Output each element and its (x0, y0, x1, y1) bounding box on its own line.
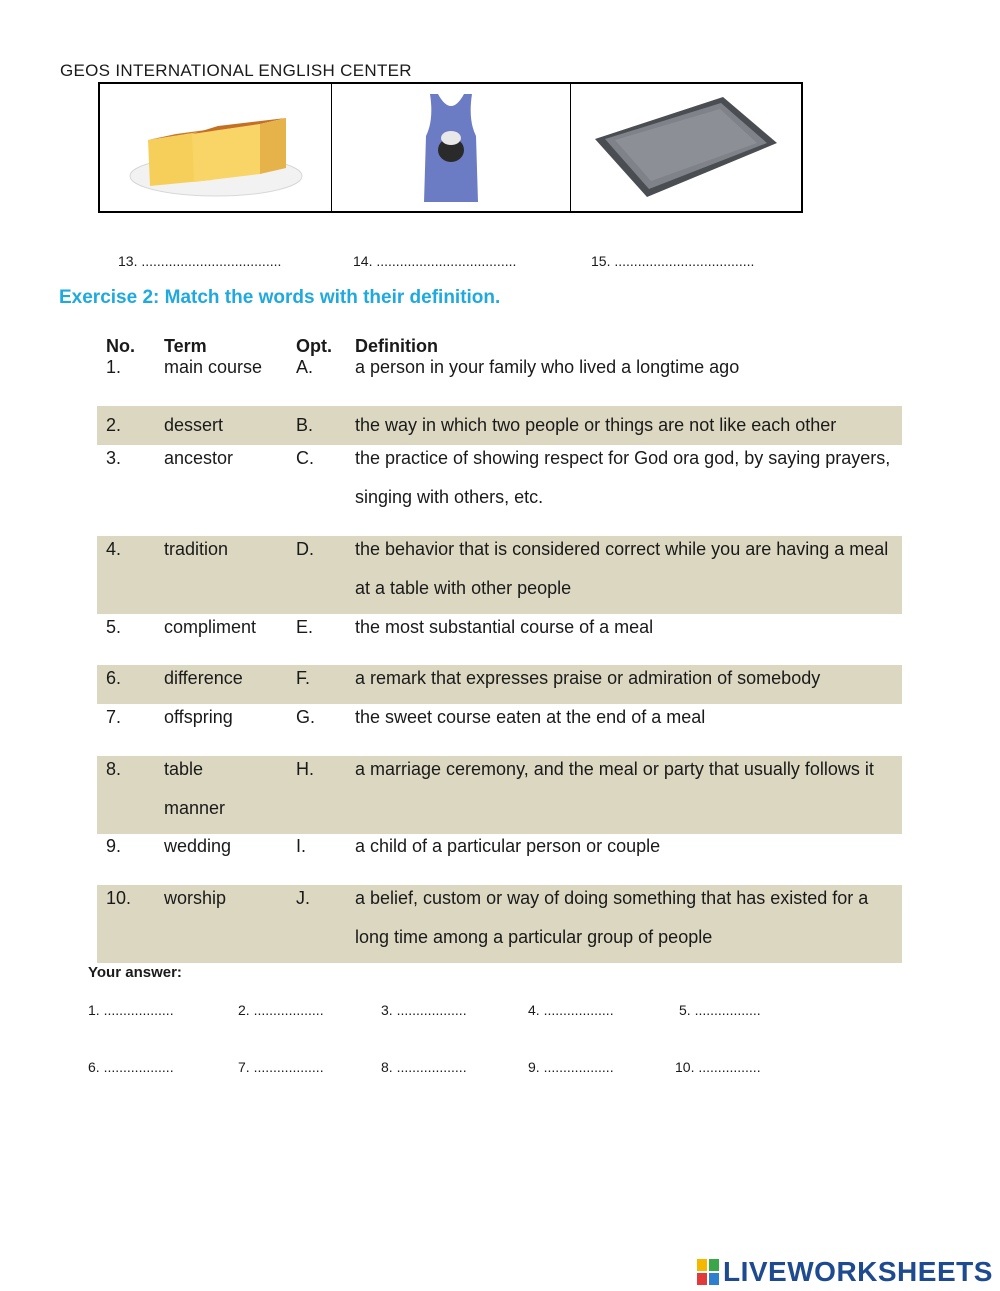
row-definition: a remark that expresses praise or admiration of somebody (355, 668, 821, 688)
header-definition: Definition (355, 336, 438, 356)
row-no: 5. (106, 617, 122, 637)
tank-top-icon (416, 90, 486, 206)
row-opt: D. (296, 539, 314, 559)
header-no: No. (106, 336, 135, 356)
row-opt: J. (296, 888, 311, 908)
table-row (97, 536, 902, 614)
row-definition: the way in which two people or things are not like each other (355, 415, 837, 435)
row-no: 3. (106, 448, 122, 468)
row-definition: the sweet course eaten at the end of a meal (355, 707, 706, 727)
table-row (97, 348, 902, 406)
row-no: 9. (106, 836, 122, 856)
liveworksheets-logo (697, 1256, 993, 1288)
row-no: 8. (106, 759, 122, 779)
table-row (97, 827, 902, 885)
picture-blank-14[interactable]: 14. .................................... (353, 253, 517, 269)
answer-label: Your answer: (88, 964, 182, 981)
row-definition: a marriage ceremony, and the meal or party that usually follows it (355, 759, 874, 779)
answer-blank-5[interactable]: 5. ................. (679, 1002, 761, 1018)
picture-table (98, 82, 803, 213)
picture-blank-15[interactable]: 15. .................................... (591, 253, 755, 269)
row-definition: the practice of showing respect for God ora god, by saying prayers, singing with others, etc. (355, 448, 891, 507)
answer-blank-9[interactable]: 9. .................. (528, 1059, 614, 1075)
center-header: GEOS INTERNATIONAL ENGLISH CENTER (60, 61, 412, 80)
row-opt: G. (296, 707, 316, 727)
answer-blank-10[interactable]: 10. ................ (675, 1059, 761, 1075)
baking-tray-icon (591, 93, 781, 203)
row-opt: H. (296, 759, 314, 779)
row-term: offspring (164, 707, 233, 727)
answer-blank-8[interactable]: 8. .................. (381, 1059, 467, 1075)
row-opt: F. (296, 668, 311, 688)
table-row (97, 439, 902, 536)
table-row (97, 698, 902, 756)
row-definition: a person in your family who lived a longtime ago (355, 357, 740, 377)
exercise-title: Exercise 2: Match the words with their definition. (59, 287, 501, 308)
answer-blank-7[interactable]: 7. .................. (238, 1059, 324, 1075)
row-no: 4. (106, 539, 122, 559)
header-term: Term (164, 336, 207, 356)
row-term: table manner (164, 759, 226, 818)
answer-blank-4[interactable]: 4. .................. (528, 1002, 614, 1018)
row-definition: the behavior that is considered correct while you are having a meal at a table with other people (355, 539, 889, 598)
row-no: 1. (106, 357, 122, 377)
sponge-cake-icon (126, 98, 306, 198)
row-opt: E. (296, 617, 314, 637)
row-term: ancestor (164, 448, 234, 468)
table-row (97, 608, 902, 665)
row-opt: C. (296, 448, 314, 468)
header-opt: Opt. (296, 336, 332, 356)
picture-cell-14 (331, 84, 570, 211)
answer-blank-6[interactable]: 6. .................. (88, 1059, 174, 1075)
row-definition: a child of a particular person or couple (355, 836, 661, 856)
answer-blank-1[interactable]: 1. .................. (88, 1002, 174, 1018)
row-definition: a belief, custom or way of doing something that has existed for a long time among a particular group of people (355, 888, 869, 947)
row-term: dessert (164, 415, 224, 435)
row-term: worship (164, 888, 227, 908)
picture-blank-13[interactable]: 13. .................................... (118, 253, 282, 269)
table-row (97, 756, 902, 834)
row-term: tradition (164, 539, 229, 559)
row-definition: the most substantial course of a meal (355, 617, 654, 637)
row-no: 2. (106, 415, 122, 435)
row-opt: B. (296, 415, 314, 435)
row-term: difference (164, 668, 243, 688)
picture-cell-13 (100, 84, 331, 211)
table-row (97, 885, 902, 963)
row-no: 7. (106, 707, 122, 727)
row-term: wedding (164, 836, 232, 856)
logo-text: LIVEWORKSHEETS (723, 1256, 993, 1287)
picture-cell-15 (570, 84, 801, 211)
answer-blank-3[interactable]: 3. .................. (381, 1002, 467, 1018)
row-opt: I. (296, 836, 307, 856)
answer-blank-2[interactable]: 2. .................. (238, 1002, 324, 1018)
liveworksheets-logo-icon (697, 1259, 719, 1285)
row-no: 10. (106, 888, 132, 908)
row-term: main course (164, 357, 263, 377)
row-term: compliment (164, 617, 257, 637)
row-no: 6. (106, 668, 122, 688)
row-opt: A. (296, 357, 314, 377)
